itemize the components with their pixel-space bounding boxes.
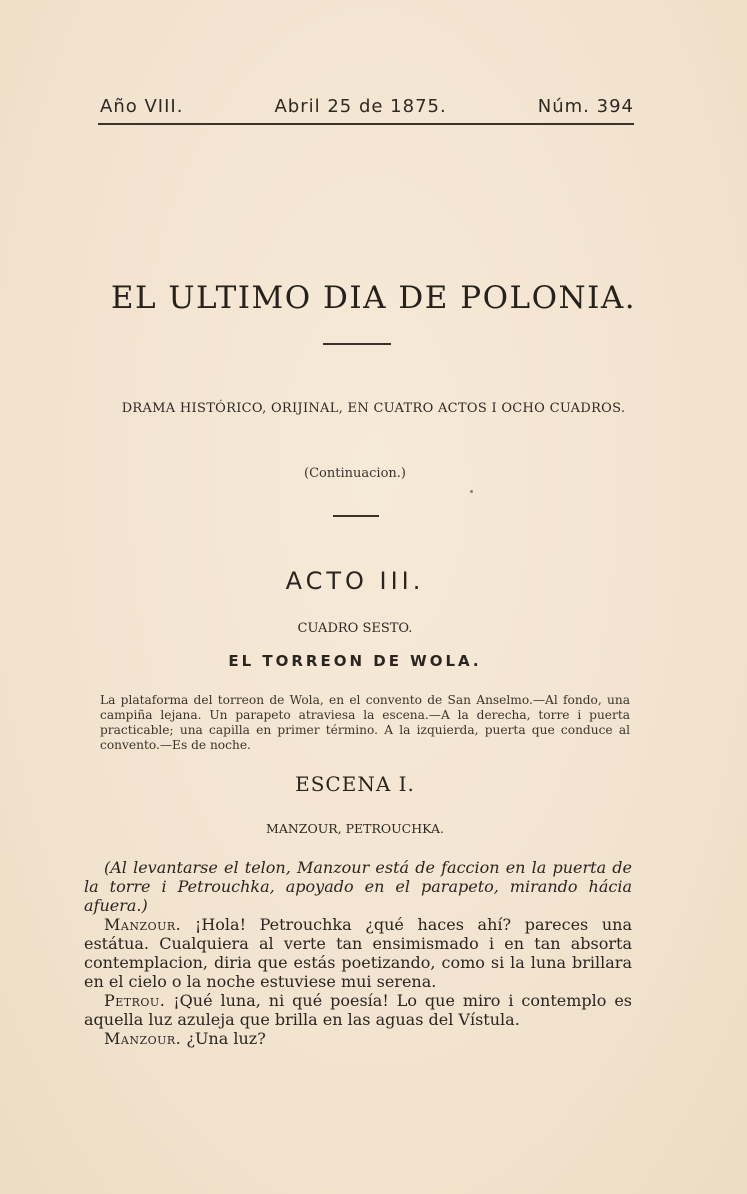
stage-setting: La plataforma del torreon de Wola, en el convento de San Anselmo.—Al fondo, una campiña lejana. Un parapeto atraviesa la escena.—A la derecha, torre i puerta practicable; una capilla en primer término. A la izquierda, puerta que conduce al convento.—Es de noche. [100, 693, 630, 752]
stage-direction: (Al levantarse el telon, Manzour está de faccion en la puerta de la torre i Petrouchka, apoyado en el parapeto, mirando hácia afuera.) [84, 858, 632, 915]
header-date: Abril 25 de 1875. [274, 96, 447, 117]
header-rule [98, 123, 634, 125]
continuation-note: (Continuacion.) [304, 466, 406, 481]
scene-heading: ESCENA I. [295, 772, 415, 796]
drama-title: EL ULTIMO DIA DE POLONIA. [110, 280, 637, 316]
section-divider [333, 515, 379, 517]
speech-1 [84, 915, 632, 991]
speaker-name: Petrou. [104, 991, 166, 1010]
tableau-heading: CUADRO SESTO. [297, 621, 413, 636]
speaker-name: Manzour. [104, 1029, 182, 1048]
speech-text: ¡Hola! Petrouchka ¿qué haces ahí? pareces una estátua. Cualquiera al verte tan ensimismado i en tan absorta contemplacion, diria que estás poetizando, como si la luna brillara en el cielo o la noche estuviese mui serena. [84, 915, 633, 991]
dialogue-body [84, 858, 632, 1048]
paper-speck [470, 490, 473, 493]
tableau-title: EL TORREON DE WOLA. [228, 652, 482, 670]
header-number: Núm. 394 [537, 96, 634, 117]
speech-text: ¡Qué luna, ni qué poesía! Lo que miro i contemplo es aquella luz azuleja que brilla en las aguas del Vístula. [84, 991, 632, 1029]
characters-list: MANZOUR, PETROUCHKA. [266, 821, 444, 836]
page-header [100, 96, 634, 117]
speaker-name: Manzour. [104, 915, 182, 934]
speech-2 [84, 991, 632, 1029]
drama-subtitle: DRAMA HISTÓRICO, ORIJINAL, EN CUATRO ACTOS I OCHO CUADROS. [121, 401, 626, 416]
speech-text: ¿Una luz? [186, 1029, 266, 1048]
speech-3 [84, 1029, 632, 1048]
title-divider [323, 343, 391, 345]
act-heading: ACTO III. [285, 567, 425, 595]
header-year: Año VIII. [100, 96, 184, 117]
